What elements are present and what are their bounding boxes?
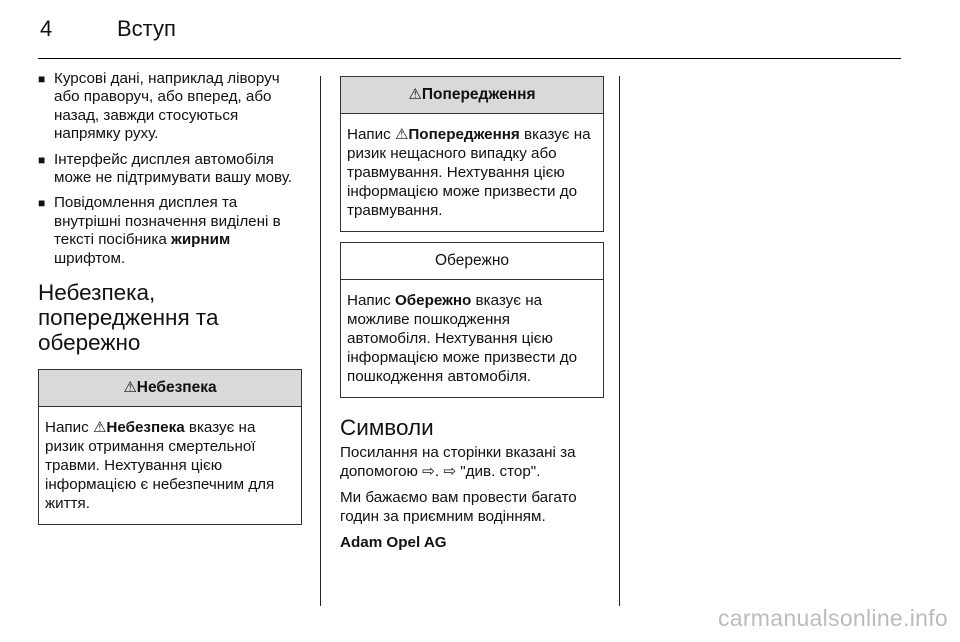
header-divider <box>38 58 901 59</box>
column-middle <box>340 76 602 559</box>
section-heading-danger: Небезпека, попередження та обережно <box>38 280 219 356</box>
warning-box-text <box>341 114 603 231</box>
bullet-text: Інтерфейс дисплея автомобіля може не підтримувати вашу мову. <box>54 150 293 187</box>
page-number: 4 <box>40 16 53 41</box>
danger-box-heading: Небезпека <box>136 379 217 397</box>
signature-text: Adam Opel AG <box>340 534 447 551</box>
arrow-reference-icon: ⇨ <box>443 463 457 480</box>
warning-box-heading: Попередження <box>421 86 536 103</box>
caution-box-text <box>341 280 603 397</box>
greeting-paragraph: Ми бажаємо вам провести багато годин за приємним водінням. <box>340 489 577 525</box>
column-divider-1 <box>320 76 321 606</box>
warning-triangle-icon: ⚠ <box>394 126 409 143</box>
list-item <box>38 194 304 268</box>
bullet-square-icon: ■ <box>38 72 46 86</box>
danger-text-bold: Небезпека <box>106 419 185 437</box>
warning-triangle-icon: ⚠ <box>92 419 107 437</box>
danger-box-text <box>39 407 301 524</box>
symbols-text: "див. стор". <box>456 463 541 480</box>
symbols-text: . <box>434 463 444 480</box>
signature <box>340 533 602 552</box>
symbols-paragraph <box>340 443 602 481</box>
arrow-reference-icon: ⇨ <box>422 463 435 480</box>
section-heading-symbols: Символи <box>340 415 434 440</box>
caution-text-rest: вказує на можливе пошкодження автомобіля. Нехтування цією інформацією може призвести до пошкодження автомобіля. <box>347 292 578 385</box>
danger-box <box>38 369 302 525</box>
warning-text-lead: Напис <box>347 126 395 143</box>
danger-box-header <box>39 370 301 407</box>
warning-triangle-icon: ⚠ <box>408 86 422 103</box>
warning-box <box>340 76 604 232</box>
warning-triangle-icon: ⚠ <box>123 379 137 397</box>
caution-box <box>340 242 604 398</box>
warning-text-bold: Попередження <box>408 126 520 143</box>
caution-text-lead: Напис <box>347 292 395 309</box>
list-item <box>38 70 304 144</box>
list-item <box>38 151 304 188</box>
column-left <box>38 70 304 525</box>
page-title: Вступ <box>117 16 176 41</box>
column-divider-2 <box>619 76 620 606</box>
caution-text-bold: Обережно <box>394 292 472 309</box>
warning-box-header <box>341 77 603 114</box>
bullet-text-bold: жирним <box>171 231 231 249</box>
bullet-square-icon: ■ <box>38 196 46 211</box>
caution-box-heading: Обережно <box>435 252 509 269</box>
symbols-text: Посилання на сторінки вказані за допомогою <box>340 444 576 480</box>
watermark: carmanualsonline.info <box>717 605 948 631</box>
danger-text-rest: вказує на ризик отримання смертельної травми. Нехтування цією інформацією є небезпечним для життя. <box>45 419 275 513</box>
caution-box-header <box>341 243 603 280</box>
bullet-text: Повідомлення дисплея та внутрішні позначення виділені в тексті посібника <box>54 194 281 249</box>
bullet-square-icon: ■ <box>38 152 46 167</box>
bullet-text: шрифтом. <box>54 249 126 267</box>
bullet-text: Курсові дані, наприклад ліворуч або праворуч, або вперед, або назад, завжди стосуються напрямку руху. <box>54 70 280 143</box>
warning-text-rest: вказує на ризик нещасного випадку або травмування. Нехтування цією інформацією може призвести до травмування. <box>347 126 591 219</box>
intro-bullet-list <box>38 70 304 268</box>
danger-text-lead: Напис <box>45 419 93 437</box>
